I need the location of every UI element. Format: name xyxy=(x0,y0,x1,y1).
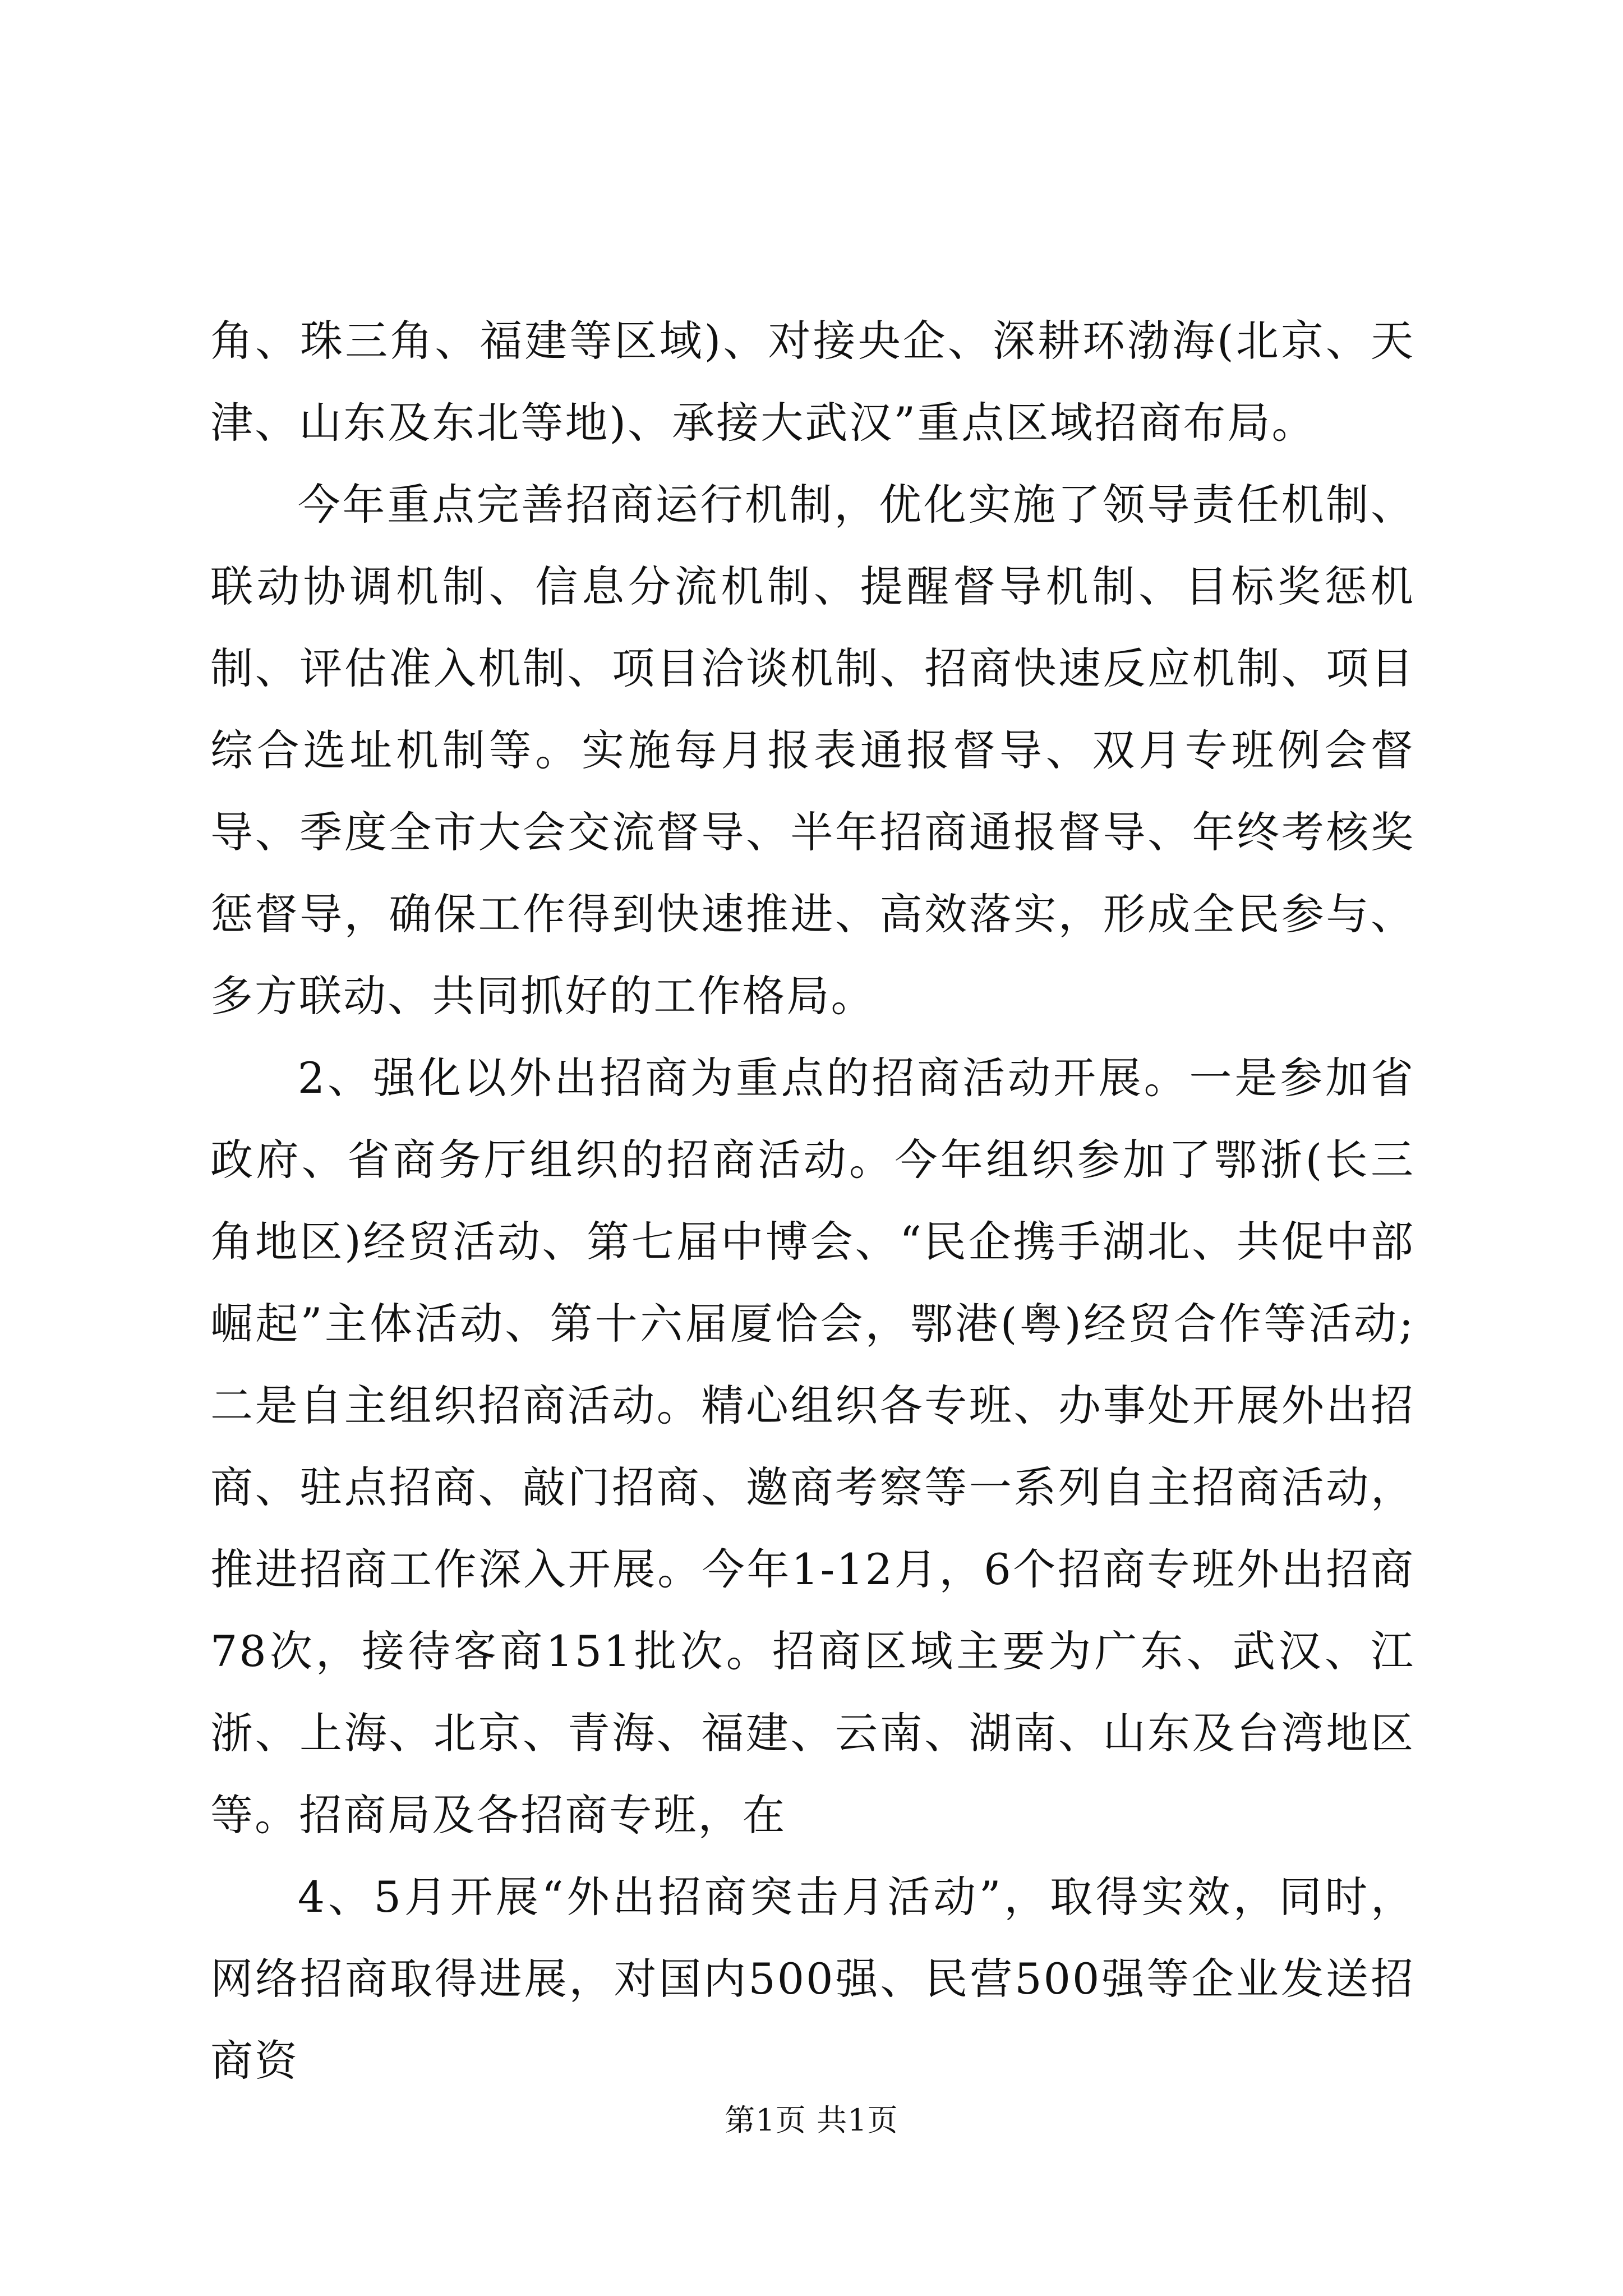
page-footer: 第1页 共1页 xyxy=(725,2102,898,2138)
document-body xyxy=(210,300,1415,2102)
paragraph-1: 角、珠三角、福建等区域)、对接央企、深耕环渤海(北京、天津、山东及东北等地)、承接大武汉”重点区域招商布局。 xyxy=(210,316,1415,448)
paragraph-2: 今年重点完善招商运行机制，优化实施了领导责任机制、联动协调机制、信息分流机制、提醒督导机制、目标奖惩机制、评估准入机制、项目洽谈机制、招商快速反应机制、项目综合选址机制等。实施每月报表通报督导、双月专班例会督导、季度全市大会交流督导、半年招商通报督导、年终考核奖惩督导，确保工作得到快速推进、高效落实，形成全民参与、多方联动、共同抓好的工作格局。 xyxy=(210,480,1415,1021)
paragraph-3: 2、强化以外出招商为重点的招商活动开展。一是参加省政府、省商务厅组织的招商活动。今年组织参加了鄂浙(长三角地区)经贸活动、第七届中博会、“民企携手湖北、共促中部崛起”主体活动、第十六届厦恰会，鄂港(粤)经贸合作等活动;二是自主组织招商活动。精心组织各专班、办事处开展外出招商、驻点招商、敲门招商、邀商考察等一系列自主招商活动，推进招商工作深入开展。今年1-12月，6个招商专班外出招商78次，接待客商151批次。招商区域主要为广东、武汉、江浙、上海、北京、青海、福建、云南、湖南、山东及台湾地区等。招商局及各招商专班，在 xyxy=(210,1053,1415,1840)
paragraph-4: 4、5月开展“外出招商突击月活动”，取得实效，同时，网络招商取得进展，对国内500强、民营500强等企业发送招商资 xyxy=(210,1872,1415,2086)
